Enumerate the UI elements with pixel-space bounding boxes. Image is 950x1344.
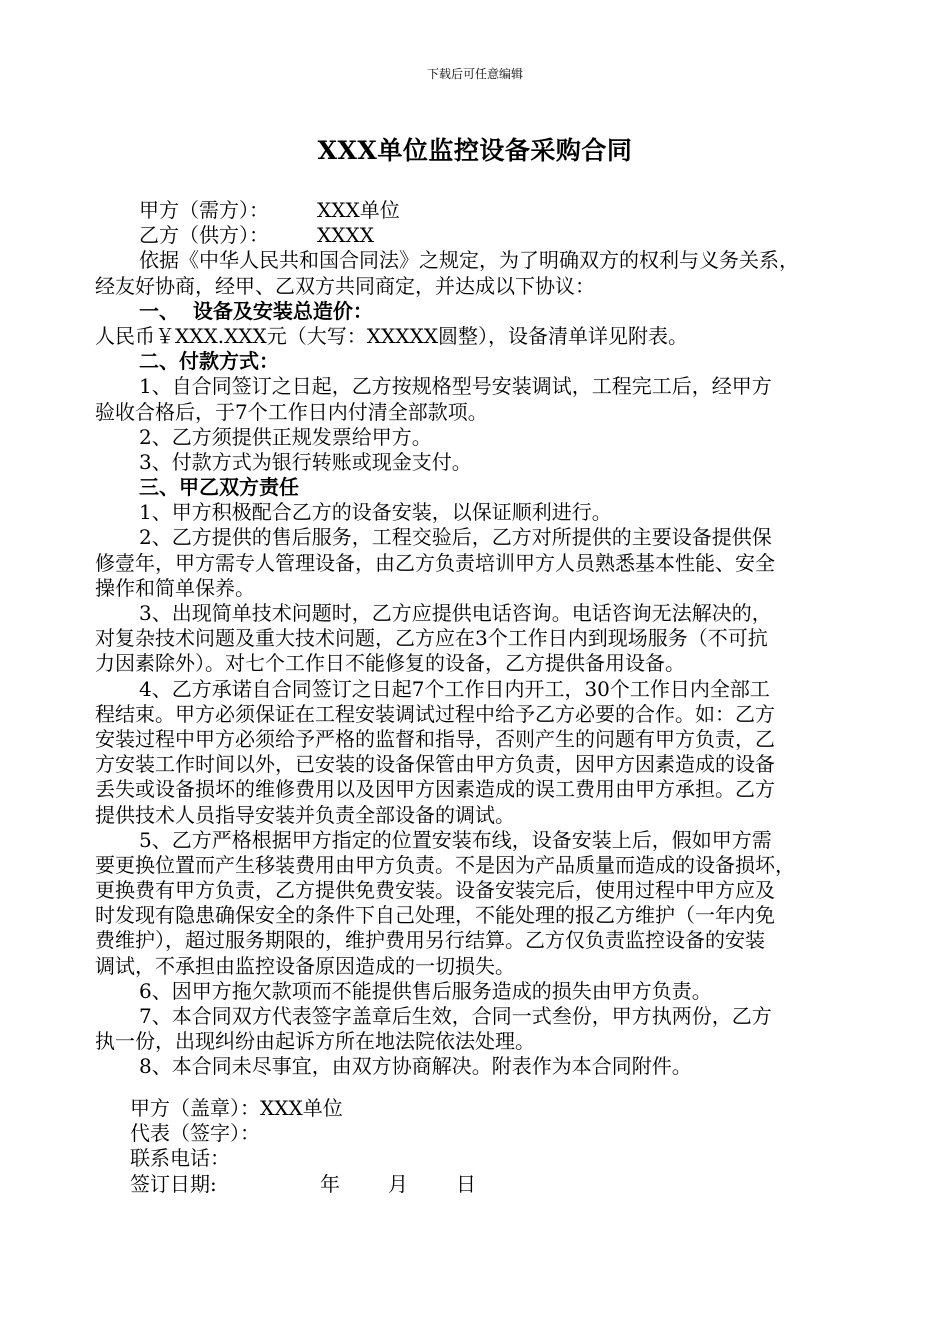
section-3-line: 力因素除外）。对七个工作日不能修复的设备，乙方提供备用设备。	[95, 651, 685, 676]
signature-block	[130, 1096, 476, 1197]
section-3-line: 更换费有甲方负责，乙方提供免费安装。设备安装完后，使用过程中甲方应及	[95, 878, 775, 903]
party-b-line	[95, 223, 865, 248]
section-3-line: 修壹年，甲方需专人管理设备，由乙方负责培训甲方人员熟悉基本性能、安全	[95, 550, 775, 575]
intro-line: 经友好协商，经甲、乙双方共同商定，并达成以下协议：	[95, 273, 595, 298]
section-3-line: 丢失或设备损坏的维修费用以及因甲方因素造成的误工费用由甲方承担。乙方	[95, 777, 775, 802]
seal-label: 甲方（盖章）：	[130, 1096, 260, 1120]
document-title: XXX单位监控设备采购合同	[317, 136, 633, 165]
section-2-line: 验收合格后，于7个工作日内付清全部款项。	[95, 399, 488, 424]
party-a-value: XXX单位	[317, 198, 400, 222]
section-3-line: 8、本合同未尽事宜，由双方协商解决。附表作为本合同附件。	[139, 1054, 692, 1079]
section-2-heading: 二、付款方式：	[139, 349, 279, 374]
section-3-line: 6、因甲方拖欠款项而不能提供售后服务造成的损失由甲方负责。	[139, 978, 712, 1003]
section-3-line: 7、本合同双方代表签字盖章后生效，合同一式叁份，甲方执两份，乙方	[139, 1004, 772, 1028]
date-label: 签订日期:	[130, 1171, 217, 1196]
party-b-value: XXXX	[317, 223, 374, 248]
section-3-line: 对复杂技术问题及重大技术问题，乙方应在3个工作日内到现场服务（不可抗	[95, 626, 768, 651]
day-label: 日	[456, 1171, 476, 1196]
section-3-line: 时发现有隐患确保安全的条件下自己处理，不能处理的报乙方维护（一年内免	[95, 903, 775, 928]
section-3-line: 3、出现简单技术问题时，乙方应提供电话咨询。电话咨询无法解决的，	[139, 601, 772, 625]
section-1-heading: 一、 设备及安装总造价：	[139, 298, 373, 323]
section-2-line: 1、自合同签订之日起，乙方按规格型号安装调试，工程完工后，经甲方	[139, 374, 772, 399]
year-label: 年	[320, 1171, 340, 1196]
section-2-line: 2、乙方须提供正规发票给甲方。	[139, 424, 432, 449]
contract-body	[95, 198, 865, 1080]
date-line	[130, 1172, 476, 1197]
seal-value: XXX单位	[260, 1096, 343, 1120]
section-3-line: 操作和简单保养。	[95, 575, 255, 600]
section-3-line: 要更换位置而产生移装费用由甲方负责。不是因为产品质量而造成的设备损坏，	[95, 852, 795, 877]
section-3-heading: 三、甲乙双方责任	[139, 475, 299, 500]
section-1-line: 人民币￥XXX.XXX元（大写：XXXXX圆整），设备清单详见附表。	[95, 323, 688, 348]
section-3-line: 5、乙方严格根据甲方指定的位置安装布线，设备安装上后，假如甲方需	[139, 827, 772, 852]
section-3-line: 执一份，出现纠纷由起诉方所在地法院依法处理。	[95, 1029, 535, 1054]
header-note: 下载后可任意编辑	[426, 67, 523, 81]
section-3-line: 调试，不承担由监控设备原因造成的一切损失。	[95, 953, 515, 978]
section-3-line: 方安装工作时间以外，已安装的设备保管由甲方负责，因甲方因素造成的设备	[95, 752, 775, 777]
section-3-line: 程结束。甲方必须保证在工程安装调试过程中给予乙方必要的合作。如：乙方	[95, 701, 775, 726]
section-2-line: 3、付款方式为银行转账或现金支付。	[139, 449, 472, 474]
phone-label: 联系电话：	[130, 1146, 230, 1171]
section-3-line: 1、甲方积极配合乙方的设备安装，以保证顺利进行。	[139, 500, 612, 525]
party-b-label: 乙方（供方）：	[139, 223, 269, 248]
seal-line	[130, 1096, 476, 1121]
section-3-line: 4、乙方承诺自合同签订之日起7个工作日内开工，30个工作日内全部工	[139, 676, 770, 701]
party-a-line	[95, 198, 865, 223]
intro-line: 依据《中华人民共和国合同法》之规定，为了明确双方的权利与义务关系，	[139, 248, 799, 273]
section-3-line: 费维护），超过服务期限的，维护费用另行结算。乙方仅负责监控设备的安装	[95, 928, 765, 953]
representative-label: 代表（签字）：	[130, 1121, 260, 1146]
section-3-line: 2、乙方提供的售后服务，工程交验后，乙方对所提供的主要设备提供保	[139, 525, 772, 550]
party-a-label: 甲方（需方）：	[139, 198, 269, 222]
section-3-line: 提供技术人员指导安装并负责全部设备的调试。	[95, 802, 515, 827]
section-3-line: 安装过程中甲方必须给予严格的监督和指导，否则产生的问题有甲方负责，乙	[95, 726, 775, 751]
month-label: 月	[388, 1171, 408, 1196]
